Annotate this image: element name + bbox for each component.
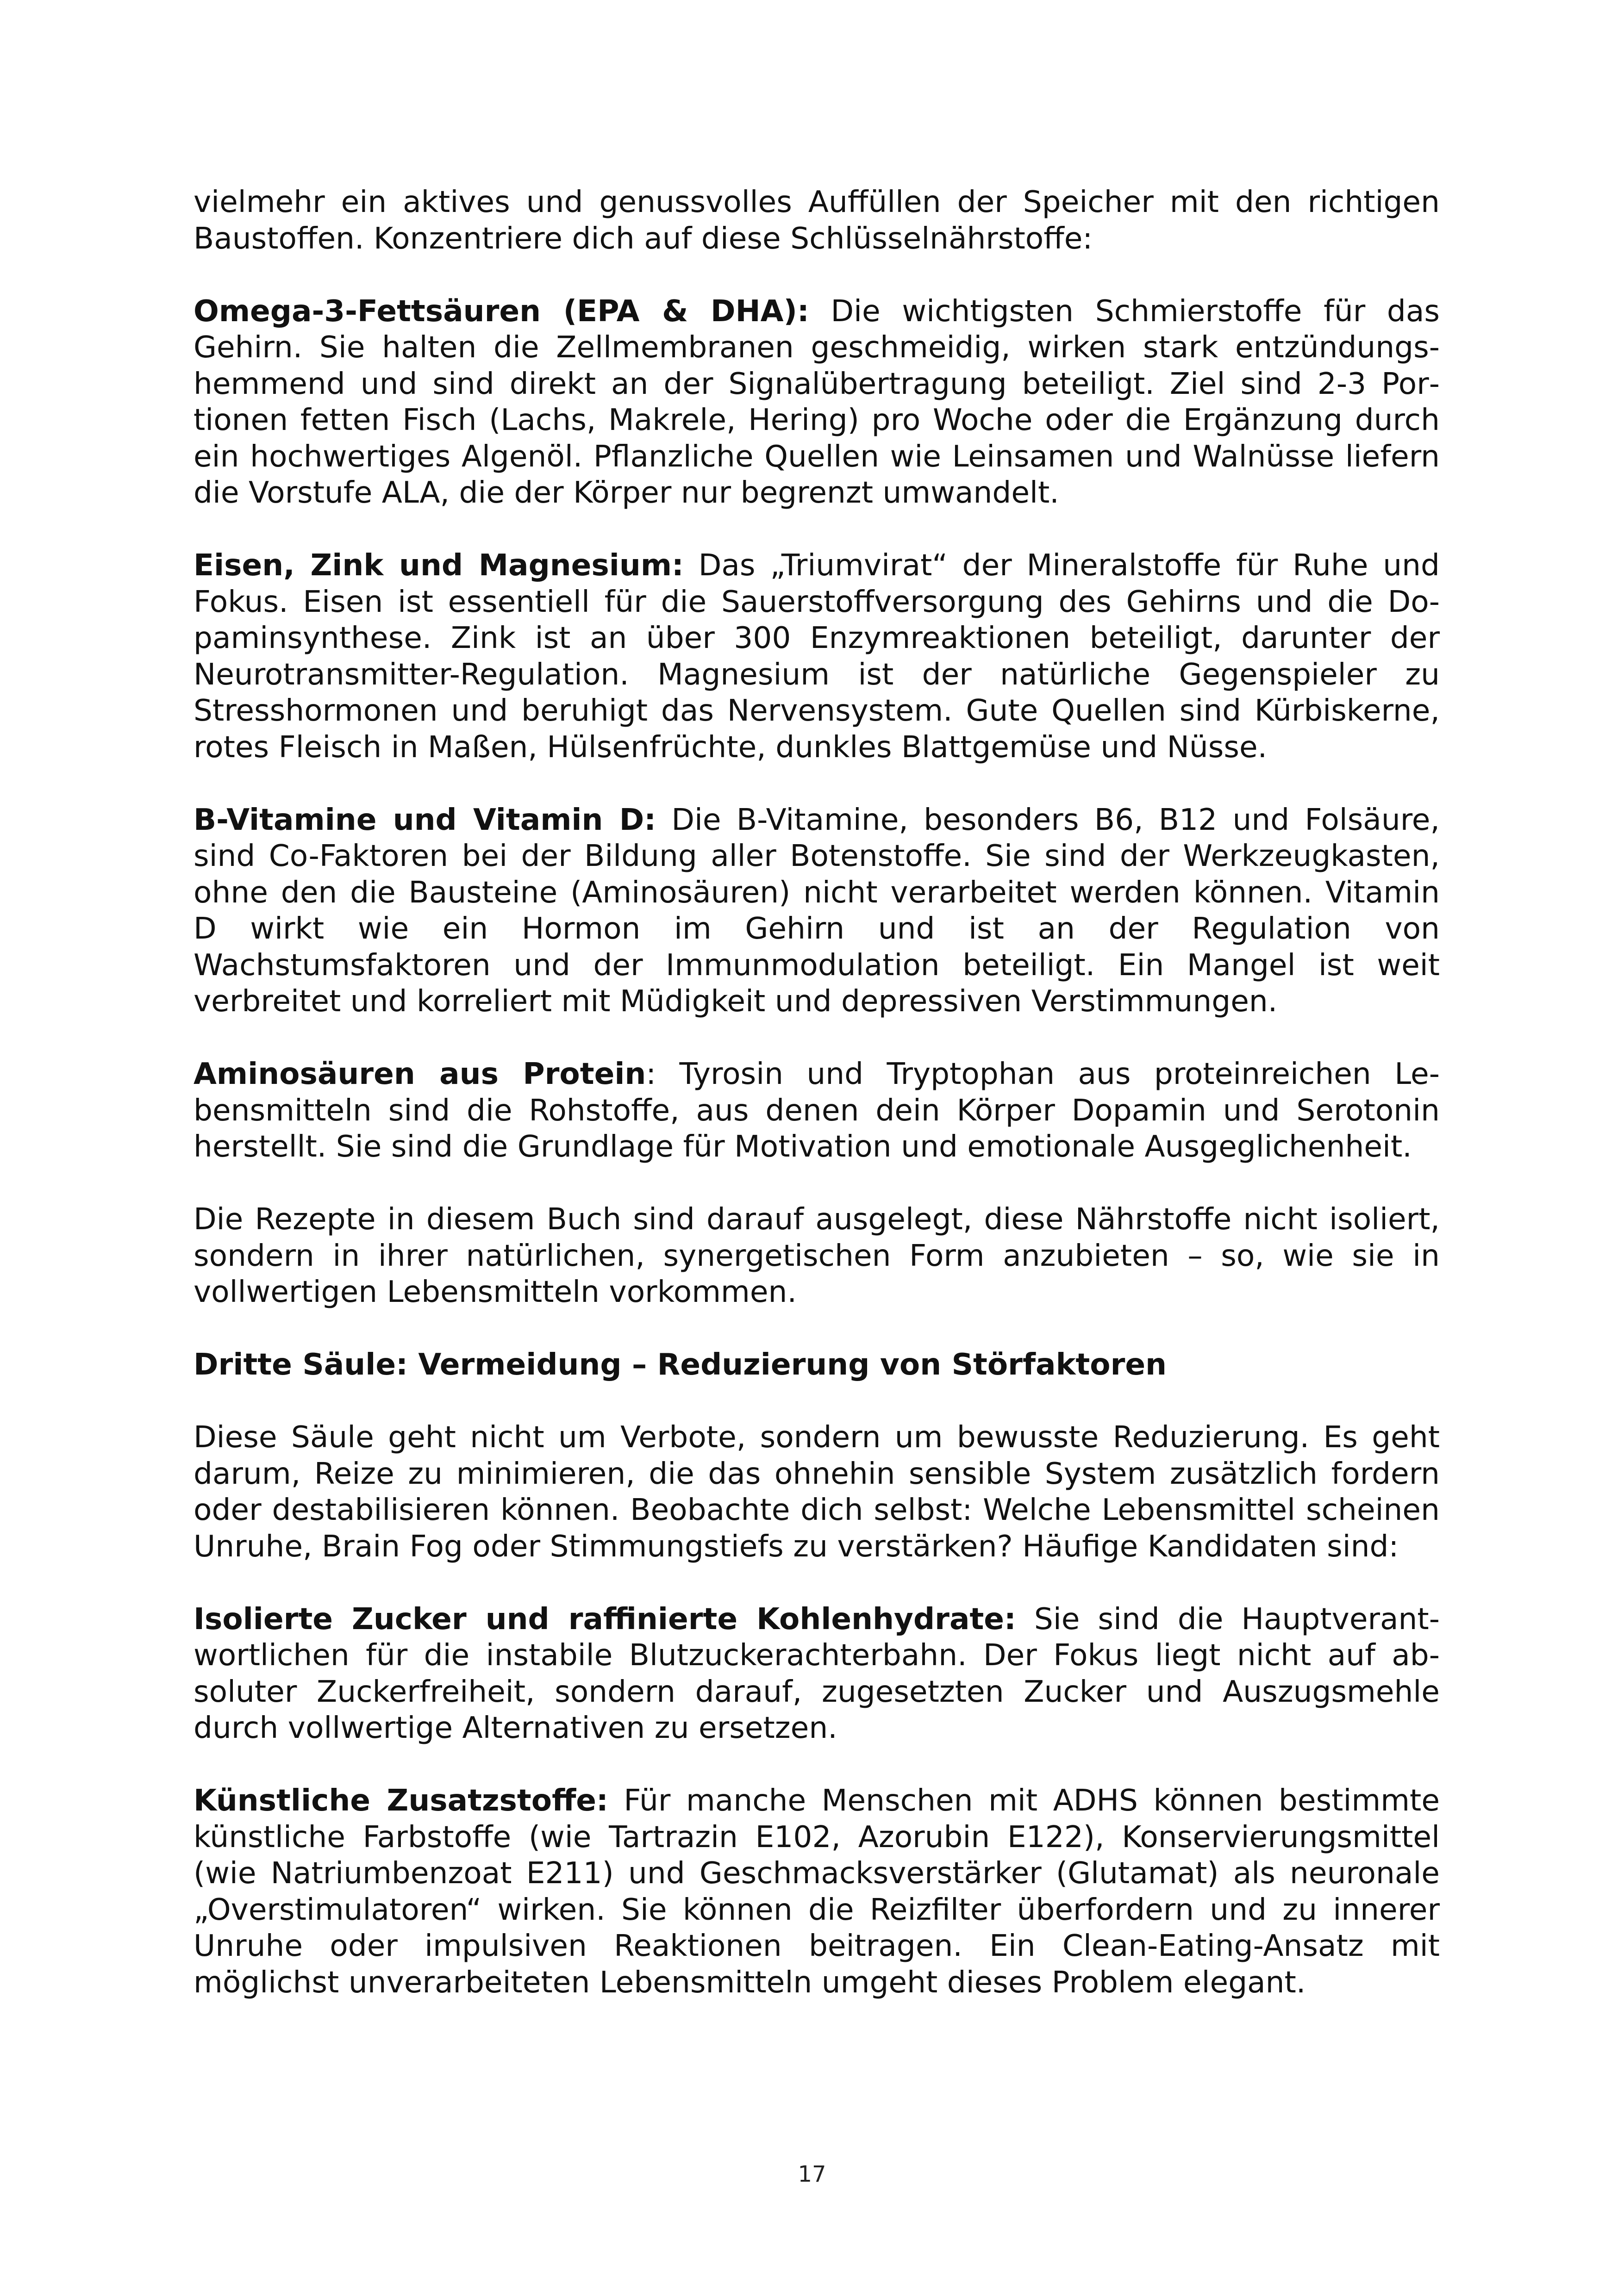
sugar-text: Sie sind die Hauptverantwortlichen für die instabile Blutzuckerachterbahn. Der Fokus liegt nicht auf absoluter Zuckerfreiheit, sondern darauf, zugesetzten Zucker und Auszugsmehle durch vollwertige Alternativen zu ersetzen. xyxy=(194,1601,1440,1745)
vitamins-text: Die B-Vitamine, besonders B6, B12 und Folsäure, sind Co-Faktoren bei der Bildung aller Botenstoffe. Sie sind der Werkzeugkasten, ohne den die Bausteine (Aminosäuren) nicht verarbeitet werden können. Vitamin D wirkt wie ein Hormon im Gehirn und ist an der Regulation von Wachstumsfaktoren und der Immunmodulation beteiligt. Ein Mangel ist weit verbreitet und korreliert mit Müdigkeit und depressiven Verstimmungen. xyxy=(194,802,1440,1019)
intro-paragraph: vielmehr ein aktives und genussvolles Auffüllen der Speicher mit den richtigen Baustoffen. Konzentriere dich auf diese Schlüsselnährstoffe: xyxy=(194,185,1440,256)
recipes-paragraph: Die Rezepte in diesem Buch sind darauf ausgelegt, diese Nährstoffe nicht isoliert, sondern in ihrer natürlichen, synergetischen Form anzubieten – so, wie sie in vollwertigen Lebensmitteln vorkommen. xyxy=(194,1202,1440,1309)
omega3-text: Die wichtigsten Schmierstoffe für das Gehirn. Sie halten die Zellmembranen geschmeidig, wirken stark entzündungshemmend und sind direkt an der Signalübertragung beteiligt. Ziel sind 2-3 Portionen fetten Fisch (Lachs, Makrele, Hering) pro Woche oder die Ergänzung durch ein hochwertiges Algenöl. Pflanzliche Quellen wie Leinsamen und Walnüsse liefern die Vorstufe ALA, die der Körper nur begrenzt umwandelt. xyxy=(194,293,1440,510)
sugar-heading: Isolierte Zucker und raffinierte Kohlenhydrate: xyxy=(194,1601,1016,1636)
minerals-heading: Eisen, Zink und Magnesium: xyxy=(194,548,684,583)
section-intro-paragraph: Diese Säule geht nicht um Verbote, sondern um bewusste Reduzierung. Es geht darum, Reize zu minimieren, die das ohnehin sensible System zusätzlich fordern oder destabilisieren können. Beobachte dich selbst: Welche Lebensmittel scheinen Unruhe, Brain Fog oder Stimmungstiefs zu verstärken? Häufige Kandidaten sind: xyxy=(194,1420,1440,1564)
amino-heading: Aminosäuren aus Protein xyxy=(194,1057,646,1091)
amino-text: : Tyrosin und Tryptophan aus proteinreichen Lebensmitteln sind die Rohstoffe, aus denen dein Körper Dopamin und Serotonin herstellt. Sie sind die Grundlage für Motivation und emotionale Ausgeglichenheit. xyxy=(194,1057,1440,1164)
minerals-text: Das „Triumvirat“ der Mineralstoffe für Ruhe und Fokus. Eisen ist essentiell für die Sauerstoffversorgung des Gehirns und die Dopaminsynthese. Zink ist an über 300 Enzymreaktionen beteiligt, darunter der Neurotransmitter-Regulation. Magnesium ist der natürliche Gegenspieler zu Stresshormonen und beruhigt das Nervensystem. Gute Quellen sind Kürbiskerne, rotes Fleisch in Maßen, Hülsenfrüchte, dunkles Blattgemüse und Nüsse. xyxy=(194,548,1440,765)
page-number: 17 xyxy=(798,2161,826,2187)
vitamins-paragraph xyxy=(194,802,1440,1020)
omega3-paragraph xyxy=(194,293,1440,511)
amino-paragraph xyxy=(194,1056,1440,1165)
page-body xyxy=(194,184,1440,2001)
sugar-paragraph xyxy=(194,1601,1440,1747)
section-heading: Dritte Säule: Vermeidung – Reduzierung von Störfaktoren xyxy=(194,1347,1167,1382)
omega3-heading: Omega-3-Fettsäuren (EPA & DHA): xyxy=(194,293,809,329)
minerals-paragraph xyxy=(194,548,1440,765)
vitamins-heading: B-Vitamine und Vitamin D: xyxy=(194,802,656,837)
additives-text: Für manche Menschen mit ADHS können bestimmte künstliche Farbstoffe (wie Tartrazin E102, Azorubin E122), Konservierungsmittel (wie Natriumbenzoat E211) und Geschmacksverstärker (Glutamat) als neuronale „Overstimulatoren“ wirken. Sie können die Reizfilter überfordern und zu innerer Unruhe oder impulsiven Reaktionen beitragen. Ein Clean-Eating-Ansatz mit möglichst unverarbeiteten Lebensmitteln umgeht dieses Problem elegant. xyxy=(194,1783,1440,2000)
additives-heading: Künstliche Zusatzstoffe: xyxy=(194,1783,608,1818)
additives-paragraph xyxy=(194,1783,1440,2001)
